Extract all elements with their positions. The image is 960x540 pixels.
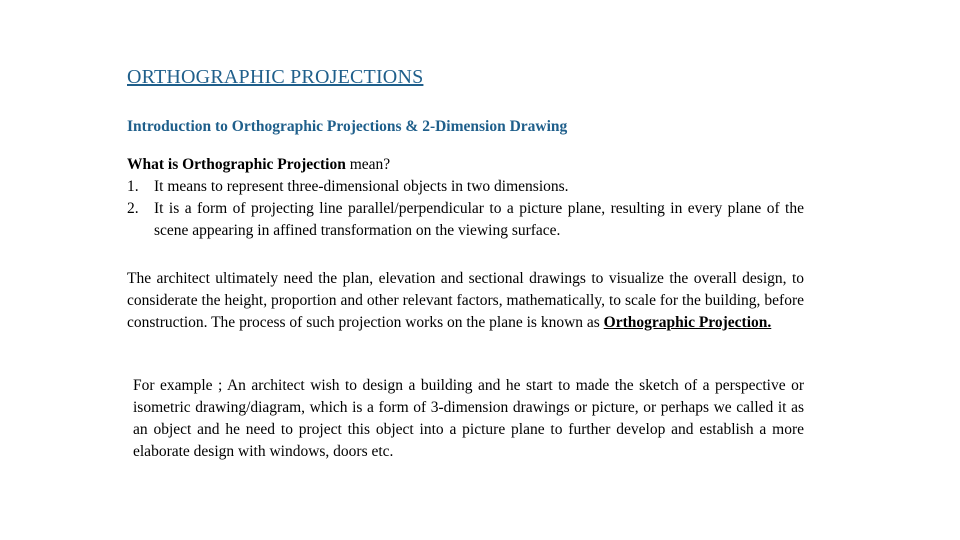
- paragraph-example: For example ; An architect wish to design a building and he start to made the sketch of a perspective or isometric drawing/diagram, which is a form of 3-dimension drawings or picture, or perhaps we called it as an object and he need to project this object into a picture plane to further develop and establish a more elaborate design with windows, doors etc.: [133, 377, 804, 460]
- paragraph-architect: [127, 268, 804, 334]
- question-rest: mean?: [345, 156, 391, 173]
- question-bold: What is Orthographic Projection: [127, 156, 346, 173]
- slide-title: ORTHOGRAPHIC PROJECTIONS: [127, 66, 424, 88]
- orthographic-projection-emphasis: Orthographic Projection.: [603, 314, 772, 331]
- slide-subtitle: Introduction to Orthographic Projections & 2-Dimension Drawing: [127, 118, 568, 135]
- list-item-number: 2.: [127, 200, 139, 217]
- list-item: [127, 198, 804, 242]
- paragraph-architect-text: The architect ultimately need the plan, elevation and sectional drawings to visualize the overall design, to considerate the height, proportion and other relevant factors, mathematically, to scale for the building, before construction. The process of such projection works on the plane is known as: [127, 270, 804, 331]
- question-line: [127, 154, 807, 176]
- points-list: [127, 176, 804, 242]
- list-item: [127, 176, 804, 198]
- list-item-text: It is a form of projecting line parallel/perpendicular to a picture plane, resulting in every plane of the scene appearing in affined transformation on the viewing surface.: [154, 200, 804, 239]
- list-item-number: 1.: [127, 178, 139, 195]
- list-item-text: It means to represent three-dimensional objects in two dimensions.: [154, 178, 569, 195]
